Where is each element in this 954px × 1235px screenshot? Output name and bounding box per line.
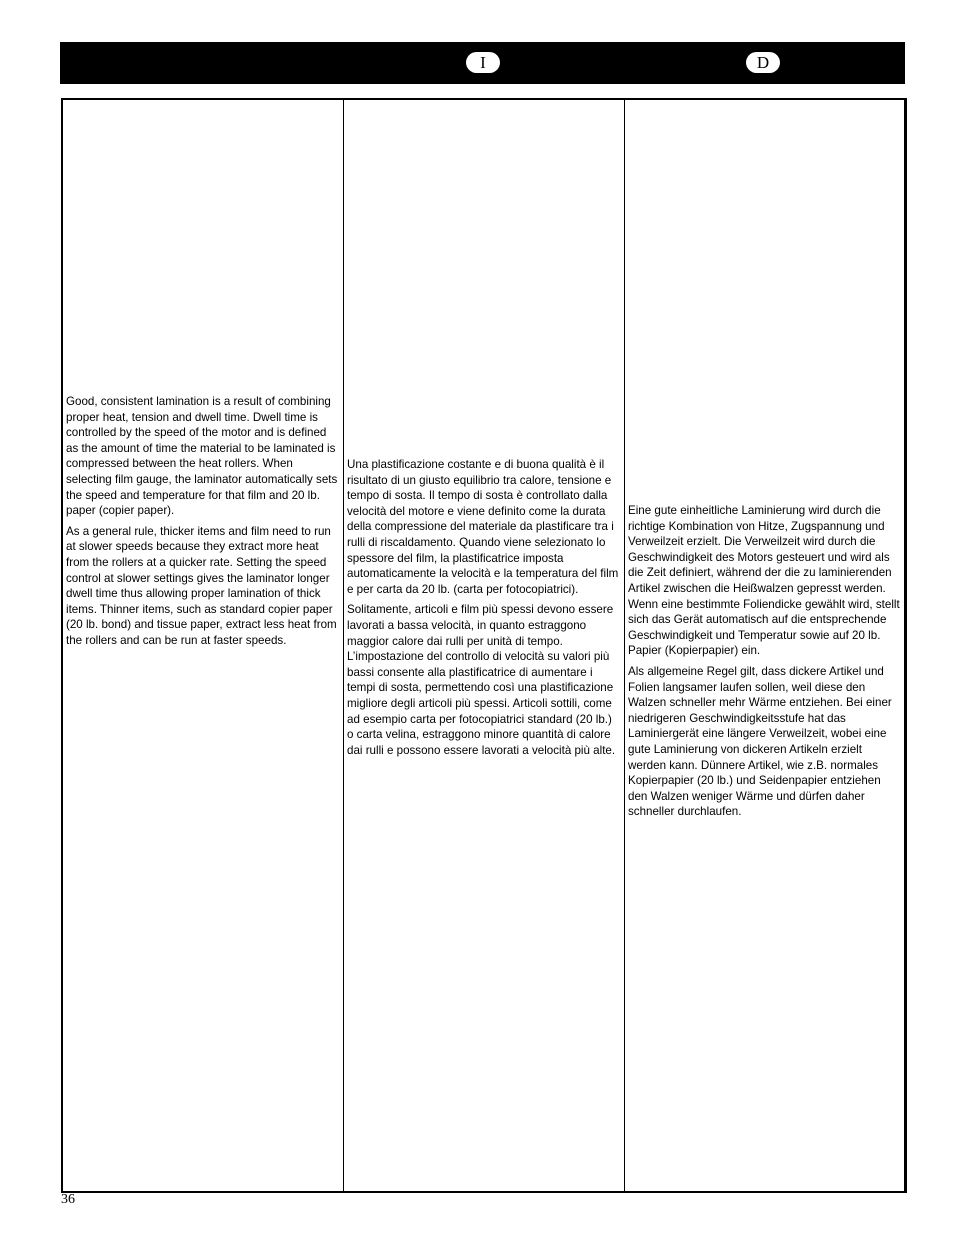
english-text [66,394,340,654]
italian-language-badge: I [466,52,500,73]
italian-paragraph-2: Solitamente, articoli e film più spessi devono essere lavorati a bassa velocità, in quanto estraggono maggior calore dai rulli per unità di tempo. L’impostazione del controllo di velocità su valori più bassi consente alla plastificatrice di aumentare i tempi di sosta, permettendo così una plastificazione migliore degli articoli più spessi. Articoli sottili, come ad esempio carta per fotocopiatrici standard (20 lb.) o carta velina, estraggono minore quantità di calore dai rulli e possono essere lavorati a velocità più alte. [347,603,616,757]
italian-column [344,100,625,1191]
german-text [628,503,901,825]
page-number: 36 [61,1192,75,1207]
german-paragraph-2: Als allgemeine Regel gilt, dass dickere Artikel und Folien langsamer laufen sollen, weil diese den Walzen schneller mehr Wärme entziehen. Bei einer niedrigeren Geschwindigkeitsstufe hat das Laminiergerät eine längere Verweilzeit, wobei eine gute Laminierung von dickeren Artikeln erzielt werden kann. Dünnere Artikel, wie z.B. normales Kopierpapier (20 lb.) und Seidenpapier entziehen den Walzen weniger Wärme und dürfen daher schneller durchlaufen. [628,664,892,819]
english-paragraph-1: Good, consistent lamination is a result of combining proper heat, tension and dwell time. Dwell time is controlled by the speed of the motor and is defined as the amount of time the material to be laminated is compressed between the heat rollers. When selecting film gauge, the laminator automatically sets the speed and temperature for that film and 20 lb. paper (copier paper). [66,395,338,518]
english-paragraph-2: As a general rule, thicker items and film need to run at slower speeds because they extract more heat from the rollers at a quicker rate. Setting the speed control at slower settings gives the laminator longer dwell time thus allowing proper lamination of thick items. Thinner items, such as standard copier paper (20 lb. bond) and tissue paper, extract less heat from the rollers and can be run at faster speeds. [66,524,337,647]
german-paragraph-1: Eine gute einheitliche Laminierung wird durch die richtige Kombination von Hitze, Zugspannung und Verweilzeit erzielt. Die Verweilzeit wird durch die Geschwindigkeit des Motors gesteuert und wird als die Zeit definiert, während der die zu laminierenden Artikel zwischen die Heißwalzen gepresst werden. Wenn eine bestimmte Foliendicke gewählt wird, stellt sich das Gerät automatisch auf die entsprechende Geschwindigkeit und Temperatur sowie auf 20 lb. Papier (Kopierpapier) ein. [628,504,900,658]
german-column [625,100,904,1191]
german-language-badge: D [746,52,780,73]
header-bar [60,42,905,84]
italian-text [347,457,621,763]
italian-paragraph-1: Una plastificazione costante e di buona qualità è il risultato di un giusto equilibrio tra calore, tensione e tempo di sosta. Il tempo di sosta è controllato dalla velocità del motore e viene definito come la durata della compressione del materiale da plastificare tra i rulli di riscaldamento. Quando viene selezionato lo spessore del film, la plastificatrice imposta automaticamente la velocità e la temperatura del film e per carta da 20 lb. (carta per fotocopiatrici). [347,458,619,596]
three-column-table [61,98,907,1193]
english-column [63,100,344,1191]
